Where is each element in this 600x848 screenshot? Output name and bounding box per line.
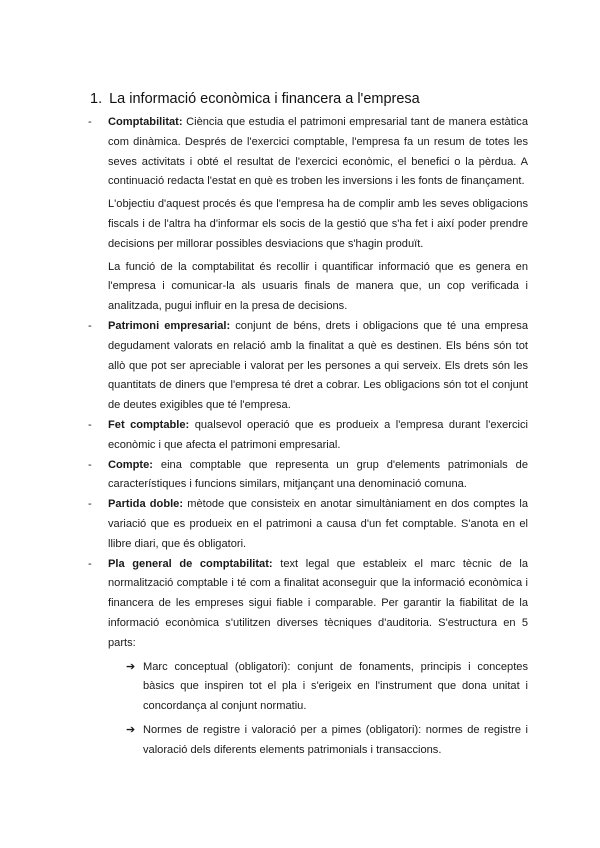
arrow-right-icon: ➔ xyxy=(126,723,136,736)
definition-term: Comptabilitat: xyxy=(108,116,183,128)
definition-term: Patrimoni empresarial: xyxy=(108,319,231,332)
definition-item xyxy=(88,317,528,416)
definition-paragraph: L'objectiu d'aquest procés és que l'empresa ha de complir amb les seves obligacions fiscals i de l'altra ha d'informar els socis de la gestió que s'ha fet i així poder prendre decisions per millorar possibles desviacions que s'hagin produït. xyxy=(108,198,528,250)
bullet-dash: - xyxy=(88,557,92,570)
definition-item xyxy=(88,456,528,496)
definition-item xyxy=(88,495,528,554)
definition-text: Ciència que estudia el patrimoni empresarial tant de manera estàtica com dinàmica. Després de l'exercici comptable, l'empresa fa un resum de totes les seves activitats i obté el resultat de l'exercici econòmic, el benefici o la pèrdua. A continuació redacta l'estat en què es troben les inversions i les fonts de finançament. xyxy=(108,116,528,188)
sub-list-item xyxy=(108,658,528,717)
arrow-right-icon: ➔ xyxy=(126,660,136,673)
definition-text: qualsevol operació que es produeix a l'empresa durant l'exercici econòmic i que afecta el patrimoni empresarial. xyxy=(108,418,528,451)
definition-term: Partida doble: xyxy=(108,498,184,511)
section-heading xyxy=(90,91,420,107)
bullet-dash: - xyxy=(88,116,92,128)
definition-item xyxy=(88,416,528,456)
definition-term: Pla general de comptabilitat: xyxy=(108,557,273,570)
definition-paragraph: La funció de la comptabilitat és recollir i quantificar informació que es genera en l'empresa i comunicar-la als usuaris finals de manera que, un cop verificada i analitzada, pugui influir en la presa de decisions. xyxy=(108,260,528,313)
definition-text: mètode que consisteix en anotar simultàniament en dos comptes la variació que es produeix en el patrimoni a causa d'un fet comptable. S'anota en el llibre diari, que és obligatori. xyxy=(108,498,528,550)
definition-list xyxy=(88,113,528,761)
bullet-dash: - xyxy=(88,498,92,511)
definition-text: conjunt de béns, drets i obligacions que té una empresa degudament valorats en relació amb la finalitat a què es destinen. Els béns són tot allò que pot ser apreciable i valorat per les persones a qui serveix. Els drets són les quantitats de diners que l'empresa té dret a cobrar. Les obligacions són tot el conjunt de deutes exigibles que té l'empresa. xyxy=(108,319,528,412)
bullet-dash: - xyxy=(88,458,92,471)
section-title: La informació econòmica i financera a l'empresa xyxy=(109,91,420,107)
definition-item xyxy=(88,555,528,761)
bullet-dash: - xyxy=(88,319,92,332)
sub-item-text: Marc conceptual (obligatori): conjunt de fonaments, principis i conceptes bàsics que inspiren tot el pla i s'erigeix en l'instrument que dona unitat i concordança al conjunt normatiu. xyxy=(143,660,528,713)
bullet-dash: - xyxy=(88,418,92,431)
definition-term: Fet comptable: xyxy=(108,418,190,431)
definition-term: Compte: xyxy=(108,458,153,471)
definition-text: text legal que estableix el marc tècnic de la normalització comptable i té com a finalitat aconseguir que la informació econòmica i financera de les empreses sigui fiable i comparable. Per garantir la fiabilitat de la informació econòmica s'utilitzen diverses tècniques d'auditoria. S'estructura en 5 parts: xyxy=(108,557,528,649)
definition-text: eina comptable que representa un grup d'elements patrimonials de característiques i funcions similars, mitjançant una denominació comuna. xyxy=(108,458,528,491)
sub-item-text: Normes de registre i valoració per a pimes (obligatori): normes de registre i valoració dels diferents elements patrimonials i transaccions. xyxy=(143,723,528,756)
sub-list-item xyxy=(108,721,528,761)
section-number: 1. xyxy=(90,91,103,107)
definition-item xyxy=(88,113,528,317)
